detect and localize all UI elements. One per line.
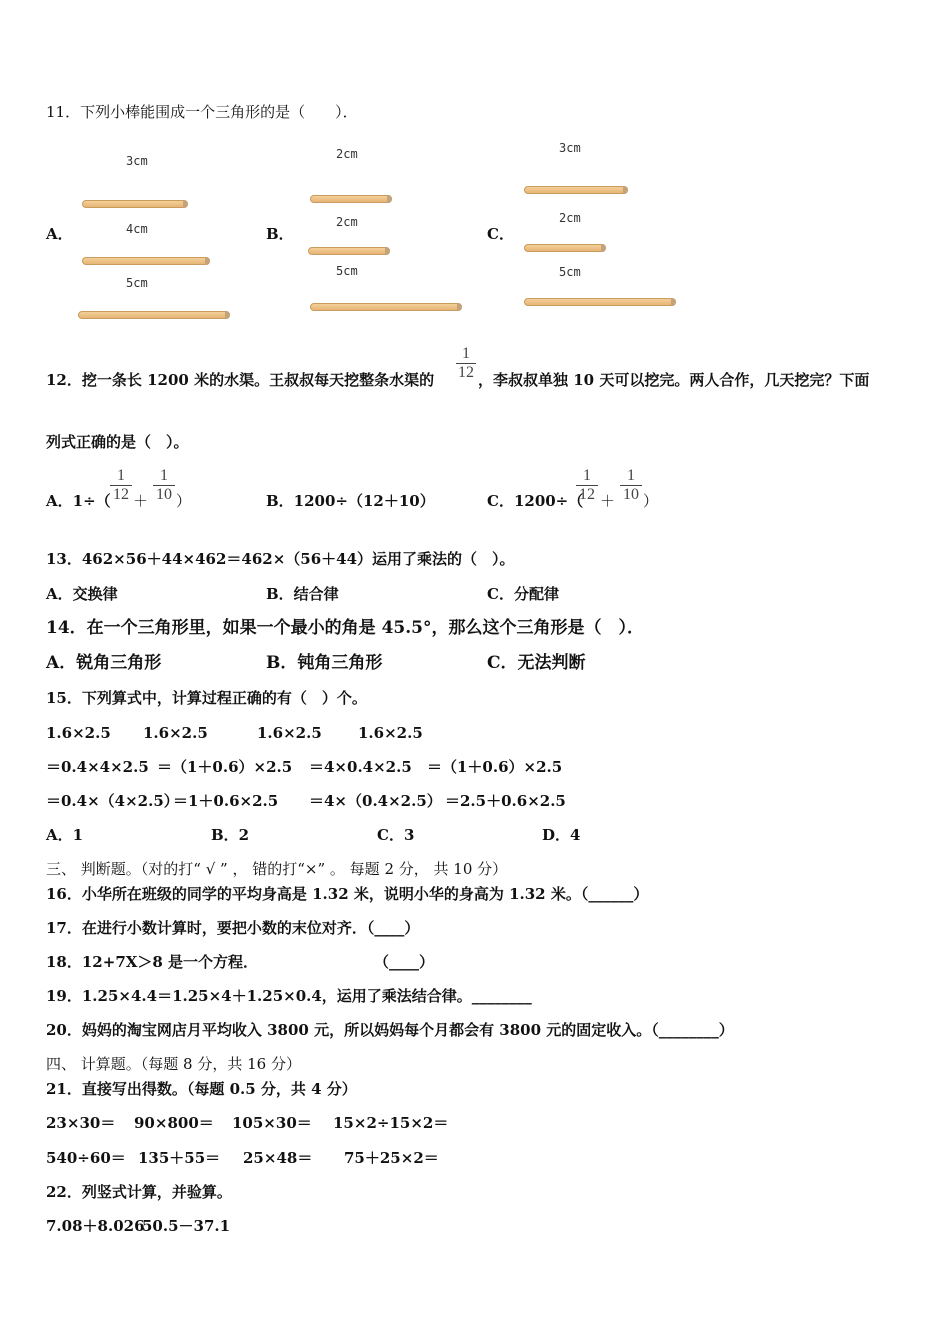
q15-step: ＝1＋0.6×2.5 (173, 792, 279, 810)
q15-step: ＝0.4×4×2.5 (46, 758, 149, 776)
q15-option-a: A．1 (46, 826, 84, 844)
fraction-denominator: 12 (576, 485, 598, 504)
q15-step: ＝（1＋0.6）×2.5 (157, 758, 293, 776)
stick-length-label: 3cm (126, 154, 148, 168)
stick-icon (524, 298, 676, 306)
section-3-heading: 三、 判断题。（对的打“ √ ” ， 错的打“×” 。 每题 2 分， 共 10 分） (46, 860, 508, 878)
q18-answer-blank: （____） (374, 953, 435, 971)
stick-icon (310, 195, 392, 203)
q12-stem-c: 列式正确的是（ ）。 (46, 433, 189, 451)
q13-option-b: B．结合律 (266, 585, 339, 603)
q12-option-c-fraction-2 (620, 467, 642, 504)
fraction-numerator: 1 (117, 467, 125, 484)
q21-stem: 21．直接写出得数。（每题 0.5 分，共 4 分） (46, 1080, 357, 1098)
q22-item: 50.5－37.1 (142, 1217, 231, 1235)
q20: 20．妈妈的淘宝网店月平均收入 3800 元，所以妈妈每个月都会有 3800 元的固定收入。（________） (46, 1021, 734, 1039)
stick-length-label: 2cm (336, 147, 358, 161)
section-4-heading: 四、 计算题。（每题 8 分，共 16 分） (46, 1055, 301, 1073)
plus-sign: ＋ (600, 492, 616, 510)
q15-step: ＝4×（0.4×2.5） (309, 792, 442, 810)
q12-option-a: A．1÷（ (46, 492, 111, 510)
q21-item: 23×30＝ (46, 1114, 116, 1132)
stick-length-label: 5cm (126, 276, 148, 290)
q12-stem-a: 12．挖一条长 1200 米的水渠。王叔叔每天挖整条水渠的 (46, 371, 435, 389)
stick-icon (82, 257, 210, 265)
stick-length-label: 2cm (336, 215, 358, 229)
q15-option-d: D．4 (542, 826, 581, 844)
q11-option-a-label: A． (46, 225, 73, 243)
fraction-numerator: 1 (627, 467, 635, 484)
q21-item: 90×800＝ (134, 1114, 214, 1132)
q21-item: 25×48＝ (243, 1149, 313, 1167)
stick-length-label: 3cm (559, 141, 581, 155)
q15-step: ＝2.5＋0.6×2.5 (445, 792, 566, 810)
q12-stem-b: ，李叔叔单独 10 天可以挖完。两人合作，几天挖完？下面 (478, 371, 870, 389)
q16: 16．小华所在班级的同学的平均身高是 1.32 米，说明小华的身高为 1.32 米。（______） (46, 885, 649, 903)
q15-stem: 15．下列算式中，计算过程正确的有（ ）个。 (46, 689, 367, 707)
stick-icon (78, 311, 230, 319)
q18: 18．12+7X＞8 是一个方程． (46, 953, 259, 971)
fraction-numerator: 1 (462, 345, 470, 362)
fraction-numerator: 1 (583, 467, 591, 484)
q11-option-b-label: B． (266, 225, 294, 243)
q13-stem: 13．462×56＋44×462＝462×（56＋44）运用了乘法的（ ）。 (46, 550, 515, 568)
q21-item: 105×30＝ (232, 1114, 312, 1132)
fraction-denominator: 10 (620, 485, 642, 504)
stick-icon (310, 303, 462, 311)
q17: 17．在进行小数计算时，要把小数的末位对齐．（____） (46, 919, 420, 937)
close-paren: ） (643, 492, 659, 510)
stick-icon (308, 247, 390, 255)
q14-option-a: A．锐角三角形 (46, 653, 162, 673)
q15-expression: 1.6×2.5 (257, 724, 322, 742)
stick-icon (82, 200, 188, 208)
q13-option-c: C．分配律 (487, 585, 559, 603)
q14-option-c: C．无法判断 (487, 653, 586, 673)
q15-step: ＝4×0.4×2.5 (309, 758, 412, 776)
q12-option-c-fraction-1 (576, 467, 598, 504)
q22-item: 7.08＋8.026 (46, 1217, 145, 1235)
q14-stem: 14．在一个三角形里，如果一个最小的角是 45.5°，那么这个三角形是（ ）． (46, 618, 644, 638)
stick-length-label: 4cm (126, 222, 148, 236)
close-paren: ） (176, 492, 192, 510)
q19: 19．1.25×4.4＝1.25×4＋1.25×0.4，运用了乘法结合律。________ (46, 987, 532, 1005)
q15-expression: 1.6×2.5 (143, 724, 208, 742)
q12-option-b: B．1200÷（12＋10） (266, 492, 435, 510)
stick-icon (524, 186, 628, 194)
q15-option-b: B．2 (211, 826, 250, 844)
stick-length-label: 5cm (336, 264, 358, 278)
q12-option-a-fraction-1 (110, 467, 132, 504)
q21-item: 15×2÷15×2＝ (333, 1114, 449, 1132)
q15-expression: 1.6×2.5 (46, 724, 111, 742)
q13-option-a: A．交换律 (46, 585, 118, 603)
q11-stem: 11．下列小棒能围成一个三角形的是（ ）． (46, 103, 358, 121)
q15-step: ＝（1＋0.6）×2.5 (427, 758, 563, 776)
stick-length-label: 5cm (559, 265, 581, 279)
q11-option-c-label: C． (487, 225, 514, 243)
q21-item: 135＋55＝ (138, 1149, 221, 1167)
stick-length-label: 2cm (559, 211, 581, 225)
q21-item: 75＋25×2＝ (344, 1149, 439, 1167)
q22-stem: 22．列竖式计算，并验算。 (46, 1183, 232, 1201)
fraction-denominator: 10 (153, 485, 175, 504)
q15-expression: 1.6×2.5 (358, 724, 423, 742)
fraction-denominator: 12 (458, 364, 474, 381)
q21-item: 540÷60＝ (46, 1149, 126, 1167)
q14-option-b: B．钝角三角形 (266, 653, 383, 673)
q12-option-a-fraction-2 (153, 467, 175, 504)
q15-option-c: C．3 (377, 826, 415, 844)
q12-option-c: C．1200÷（ (487, 492, 584, 510)
q15-step: ＝0.4×（4×2.5） (46, 792, 179, 810)
stick-icon (524, 244, 606, 252)
plus-sign: ＋ (133, 492, 149, 510)
q12-fraction (456, 345, 476, 382)
fraction-numerator: 1 (160, 467, 168, 484)
fraction-denominator: 12 (110, 485, 132, 504)
